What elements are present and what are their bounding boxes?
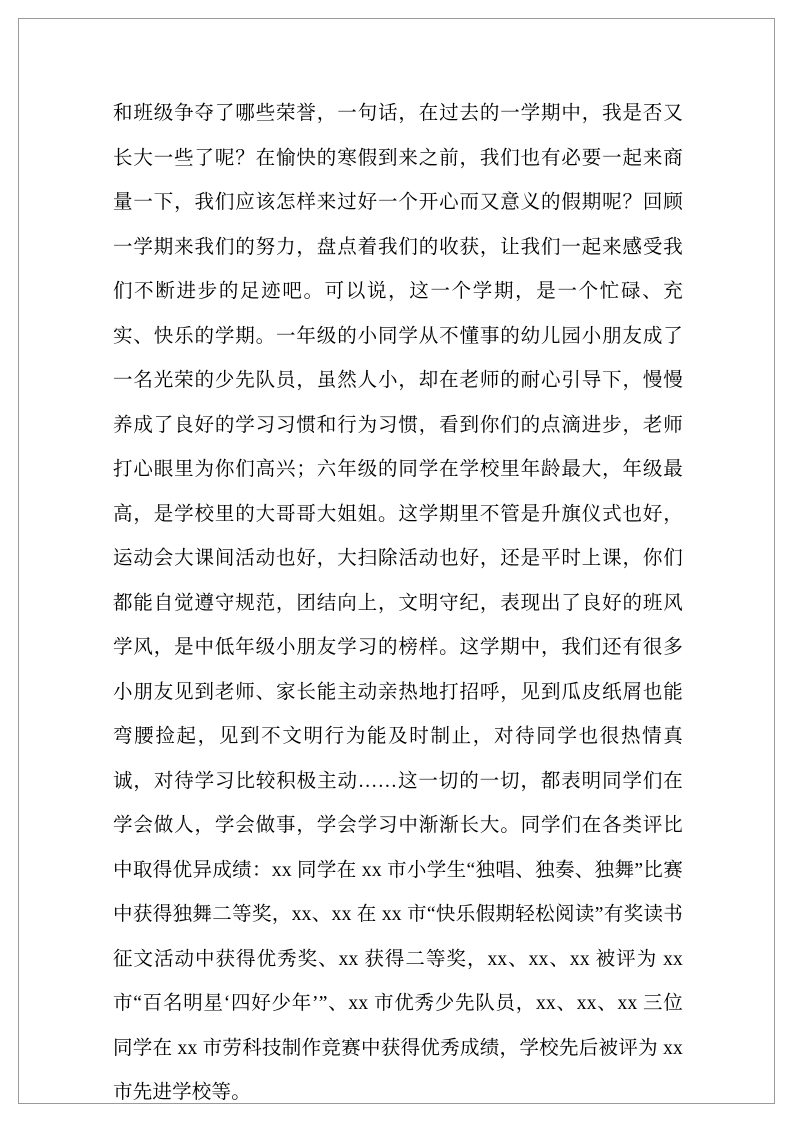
document-body xyxy=(113,92,683,1116)
body-paragraph: 和班级争夺了哪些荣誉，一句话，在过去的一学期中，我是否又长大一些了呢？在愉快的寒假到来之前，我们也有必要一起来商量一下，我们应该怎样来过好一个开心而又意义的假期呢？回顾一学期来我们的努力，盘点着我们的收获，让我们一起来感受我们不断进步的足迹吧。可以说，这一个学期，是一个忙碌、充实、快乐的学期。一年级的小同学从不懂事的幼儿园小朋友成了一名光荣的少先队员，虽然人小，却在老师的耐心引导下，慢慢养成了良好的学习习惯和行为习惯，看到你们的点滴进步，老师打心眼里为你们高兴；六年级的同学在学校里年龄最大，年级最高，是学校里的大哥哥大姐姐。这学期里不管是升旗仪式也好，运动会大课间活动也好，大扫除活动也好，还是平时上课，你们都能自觉遵守规范，团结向上，文明守纪，表现出了良好的班风学风，是中低年级小朋友学习的榜样。这学期中，我们还有很多小朋友见到老师、家长能主动亲热地打招呼，见到瓜皮纸屑也能弯腰捡起，见到不文明行为能及时制止，对待同学也很热情真诚，对待学习比较积极主动……这一切的一切，都表明同学们在学会做人，学会做事，学会学习中渐渐长大。同学们在各类评比中取得优异成绩：xx 同学在 xx 市小学生“独唱、独奏、独舞”比赛中获得独舞二等奖，xx、xx 在 xx 市“快乐假期轻松阅读”有奖读书征文活动中获得优秀奖、xx 获得二等奖，xx、xx、xx 被评为 xx 市“百名明星‘四好少年’”、xx 市优秀少先队员，xx、xx、xx 三位同学在 xx 市劳科技制作竞赛中获得优秀成绩，学校先后被评为 xx 市先进学校等。 xyxy=(113,103,683,1103)
